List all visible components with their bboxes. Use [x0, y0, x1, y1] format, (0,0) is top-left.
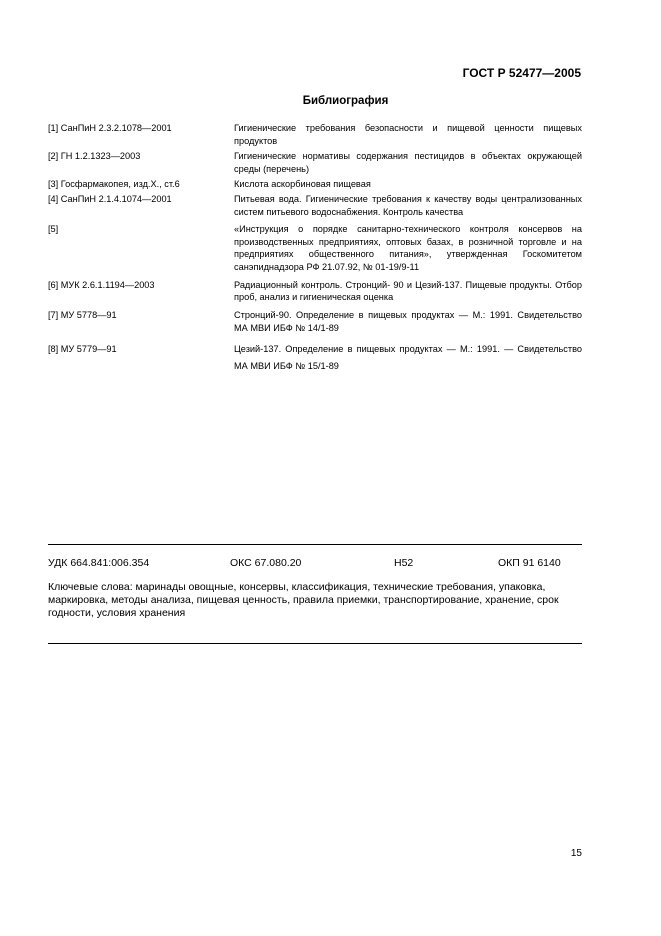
entry-reference: [6] МУК 2.6.1.1194—2003 [48, 279, 155, 290]
entry-reference: [4] СанПиН 2.1.4.1074—2001 [48, 193, 172, 204]
entry-text: Питьевая вода. Гигиенические требования к качеству воды централизованных систем питьевого водоснабжения. Контроль качества [234, 193, 582, 217]
entry-text: «Инструкция о порядке санитарно-технического контроля консервов на производственных предприятиях, оптовых базах, в розничной торговле и на предприятиях общественного питания», утвержденная Госкомитетом санэпиднадзора РФ 21.07.92, № 01-19/9-11 [234, 224, 582, 272]
entry-text: Гигиенические нормативы содержания пестицидов в объектах окружающей среды (перечень) [234, 151, 582, 174]
bibliography-entry [48, 178, 582, 191]
entry-text: Гигиенические требования безопасности и пищевой ценности пищевых продуктов [234, 123, 582, 146]
bibliography-entry [48, 223, 582, 273]
entry-reference: [8] МУ 5779—91 [48, 343, 117, 354]
entry-reference: [3] Госфармакопея, изд.Х., ст.6 [48, 179, 180, 190]
entry-text: Радиационный контроль. Стронций- 90 и Цезий-137. Пищевые продукты. Отбор проб, анализ и гигиеническая оценка [234, 279, 582, 303]
bibliography-entry [48, 150, 582, 175]
group-code: Н52 [394, 557, 414, 569]
bibliography-entry [48, 122, 582, 147]
entry-text: Кислота аскорбиновая пищевая [234, 179, 371, 190]
page-number: 15 [570, 848, 582, 859]
bibliography-entry [48, 193, 582, 218]
entry-reference: [7] МУ 5778—91 [48, 309, 117, 320]
entry-reference: [1] СанПиН 2.3.2.1078—2001 [48, 123, 172, 133]
entry-reference: [2] ГН 1.2.1323—2003 [48, 151, 141, 162]
document-code: ГОСТ Р 52477—2005 [462, 66, 581, 80]
entry-text: Стронций-90. Определение в пищевых продуктах — М.: 1991. Свидетельство МА МВИ ИБФ № 14/1-89 [234, 309, 582, 334]
oks-code: ОКС 67.080.20 [230, 557, 302, 569]
separator-line [48, 544, 582, 545]
separator-line [48, 643, 582, 644]
bibliography-entry [48, 309, 582, 336]
bibliography-entry [48, 341, 582, 375]
entry-reference: [5] [48, 224, 59, 235]
bibliography-list [48, 122, 582, 375]
bibliography-title: Библиография [302, 95, 389, 107]
okp-code: ОКП 91 6140 [498, 557, 561, 569]
keywords-text: Ключевые слова: маринады овощные, консервы, классификация, технические требования, упаковка, маркировка, методы анализа, пищевая ценность, правила приемки, транспортирование, хранение, срок годности, условия хранения [48, 581, 559, 620]
entry-text: Цезий-137. Определение в пищевых продуктах — М.: 1991. — Свидетельство МА МВИ ИБФ № 15/1-89 [234, 343, 582, 371]
udk-code: УДК 664.841:006.354 [48, 557, 150, 569]
bibliography-entry [48, 279, 582, 304]
